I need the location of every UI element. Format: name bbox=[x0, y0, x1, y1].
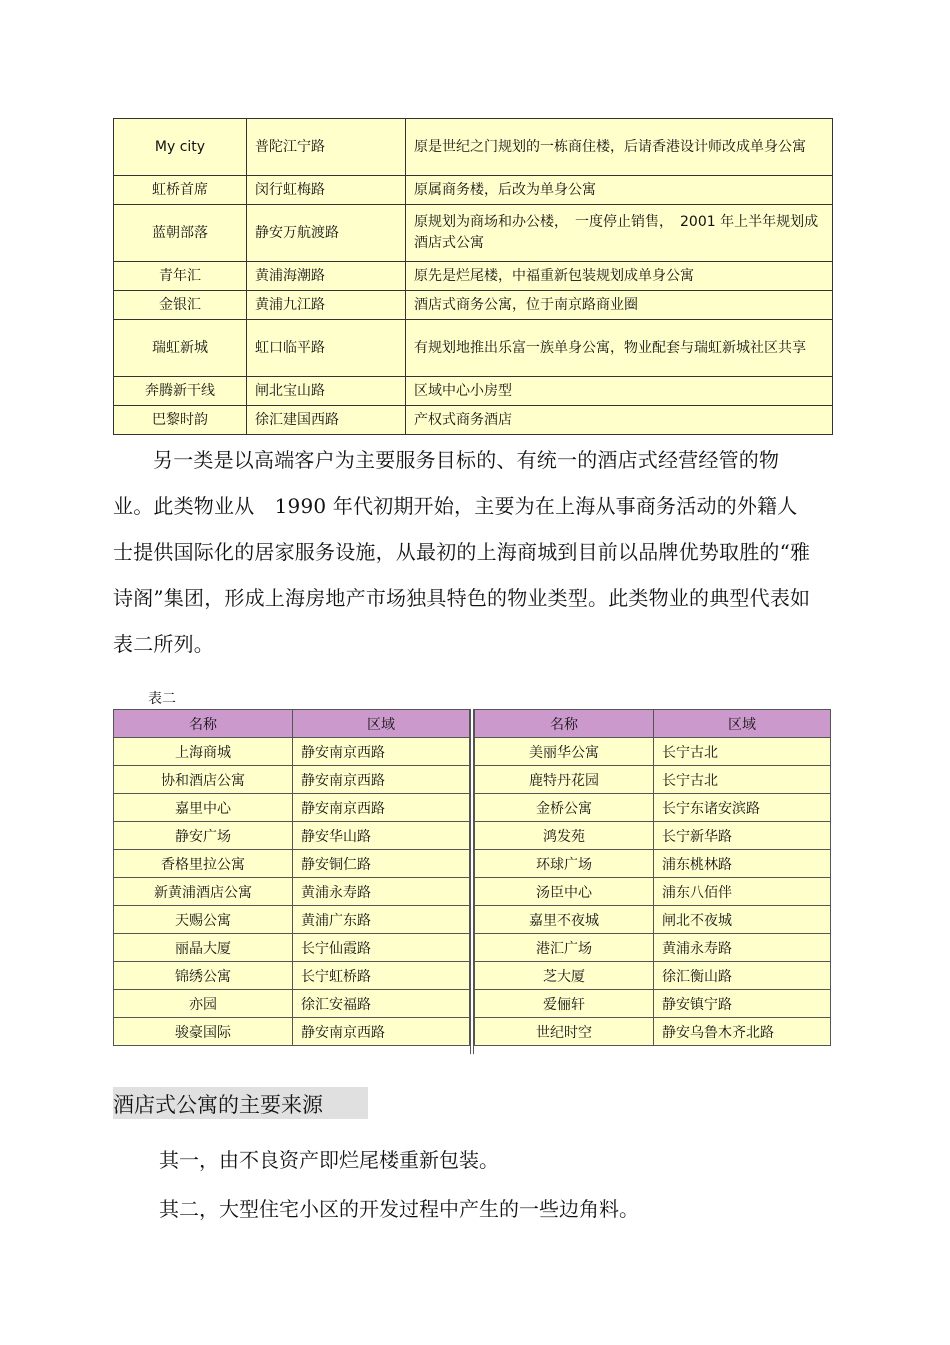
table-row bbox=[114, 377, 833, 406]
body-line-2: 其二，大型住宅小区的开发过程中产生的一些边角料。 bbox=[159, 1197, 639, 1221]
row-area: 闵行虹梅路 bbox=[247, 176, 406, 205]
cell-area: 黄浦广东路 bbox=[293, 906, 470, 934]
cell-area: 黄浦永寿路 bbox=[293, 878, 470, 906]
cell-name: 港汇广场 bbox=[475, 934, 654, 962]
table-row bbox=[114, 291, 833, 320]
table-row bbox=[475, 738, 831, 766]
cell-area: 静安华山路 bbox=[293, 822, 470, 850]
row-desc: 原是世纪之门规划的一栋商住楼，后请香港设计师改成单身公寓 bbox=[406, 119, 833, 176]
table-row bbox=[114, 878, 470, 906]
cell-area: 静安乌鲁木齐北路 bbox=[654, 1018, 831, 1046]
cell-area: 浦东桃林路 bbox=[654, 850, 831, 878]
table-row bbox=[475, 850, 831, 878]
row-name: 瑞虹新城 bbox=[114, 320, 247, 377]
table-row bbox=[475, 766, 831, 794]
row-area: 黄浦海潮路 bbox=[247, 262, 406, 291]
row-area: 黄浦九江路 bbox=[247, 291, 406, 320]
cell-area: 浦东八佰伴 bbox=[654, 878, 831, 906]
table-row bbox=[114, 1018, 470, 1046]
cell-name: 静安广场 bbox=[114, 822, 293, 850]
row-area: 虹口临平路 bbox=[247, 320, 406, 377]
cell-name: 丽晶大厦 bbox=[114, 934, 293, 962]
cell-name: 芝大厦 bbox=[475, 962, 654, 990]
cell-area: 长宁新华路 bbox=[654, 822, 831, 850]
row-desc: 原属商务楼，后改为单身公寓 bbox=[406, 176, 833, 205]
table-row bbox=[114, 119, 833, 176]
table-row bbox=[475, 878, 831, 906]
cell-area: 静安南京西路 bbox=[293, 766, 470, 794]
cell-name: 天赐公寓 bbox=[114, 906, 293, 934]
row-desc: 产权式商务酒店 bbox=[406, 406, 833, 435]
cell-area: 静安南京西路 bbox=[293, 738, 470, 766]
row-area: 闸北宝山路 bbox=[247, 377, 406, 406]
cell-name: 环球广场 bbox=[475, 850, 654, 878]
header-name: 名称 bbox=[114, 710, 293, 738]
row-name: 虹桥首席 bbox=[114, 176, 247, 205]
row-area: 普陀江宁路 bbox=[247, 119, 406, 176]
cell-area: 长宁虹桥路 bbox=[293, 962, 470, 990]
cell-area: 徐汇安福路 bbox=[293, 990, 470, 1018]
header-name: 名称 bbox=[475, 710, 654, 738]
table-row bbox=[114, 906, 470, 934]
table-row bbox=[114, 822, 470, 850]
row-name: 奔腾新干线 bbox=[114, 377, 247, 406]
header-area: 区域 bbox=[654, 710, 831, 738]
cell-area: 静安南京西路 bbox=[293, 794, 470, 822]
table-row bbox=[475, 934, 831, 962]
cell-area: 徐汇衡山路 bbox=[654, 962, 831, 990]
cell-name: 骏豪国际 bbox=[114, 1018, 293, 1046]
table-row bbox=[114, 176, 833, 205]
table-row bbox=[475, 962, 831, 990]
table-row bbox=[475, 990, 831, 1018]
table-row bbox=[475, 794, 831, 822]
cell-area: 黄浦永寿路 bbox=[654, 934, 831, 962]
cell-name: 锦绣公寓 bbox=[114, 962, 293, 990]
table-row bbox=[114, 934, 470, 962]
table-row bbox=[114, 205, 833, 262]
cell-name: 嘉里不夜城 bbox=[475, 906, 654, 934]
header-area: 区域 bbox=[293, 710, 470, 738]
row-desc: 区域中心小房型 bbox=[406, 377, 833, 406]
cell-name: 新黄浦酒店公寓 bbox=[114, 878, 293, 906]
section-heading: 酒店式公寓的主要来源 bbox=[113, 1087, 368, 1119]
table-row bbox=[475, 906, 831, 934]
row-desc: 有规划地推出乐富一族单身公寓，物业配套与瑞虹新城社区共享 bbox=[406, 320, 833, 377]
body-line-1: 其一，由不良资产即烂尾楼重新包装。 bbox=[159, 1148, 499, 1172]
table-2-left-half bbox=[113, 709, 470, 1046]
cell-area: 长宁东诸安滨路 bbox=[654, 794, 831, 822]
cell-name: 上海商城 bbox=[114, 738, 293, 766]
cell-name: 鹿特丹花园 bbox=[475, 766, 654, 794]
cell-name: 嘉里中心 bbox=[114, 794, 293, 822]
table-header-row bbox=[114, 710, 470, 738]
cell-name: 鸿发苑 bbox=[475, 822, 654, 850]
cell-name: 协和酒店公寓 bbox=[114, 766, 293, 794]
table-row bbox=[114, 738, 470, 766]
cell-area: 静安镇宁路 bbox=[654, 990, 831, 1018]
table-row bbox=[114, 990, 470, 1018]
cell-name: 香格里拉公寓 bbox=[114, 850, 293, 878]
table-row bbox=[114, 262, 833, 291]
row-name: 巴黎时韵 bbox=[114, 406, 247, 435]
row-name: 金银汇 bbox=[114, 291, 247, 320]
cell-name: 美丽华公寓 bbox=[475, 738, 654, 766]
table-row bbox=[475, 822, 831, 850]
row-desc: 酒店式商务公寓，位于南京路商业圈 bbox=[406, 291, 833, 320]
cell-area: 静安南京西路 bbox=[293, 1018, 470, 1046]
cell-area: 长宁古北 bbox=[654, 738, 831, 766]
row-name: My city bbox=[114, 119, 247, 176]
row-name: 青年汇 bbox=[114, 262, 247, 291]
table-row bbox=[114, 850, 470, 878]
row-desc: 原规划为商场和办公楼， 一度停止销售， 2001 年上半年规划成酒店式公寓 bbox=[406, 205, 833, 262]
cell-area: 长宁仙霞路 bbox=[293, 934, 470, 962]
cell-name: 世纪时空 bbox=[475, 1018, 654, 1046]
cell-area: 静安铜仁路 bbox=[293, 850, 470, 878]
row-area: 徐汇建国西路 bbox=[247, 406, 406, 435]
cell-name: 亦园 bbox=[114, 990, 293, 1018]
table-row bbox=[114, 320, 833, 377]
cell-area: 长宁古北 bbox=[654, 766, 831, 794]
row-name: 蓝朝部落 bbox=[114, 205, 247, 262]
row-area: 静安万航渡路 bbox=[247, 205, 406, 262]
apartment-table-1 bbox=[113, 118, 833, 435]
table-row bbox=[114, 766, 470, 794]
table-row bbox=[475, 1018, 831, 1046]
table-header-row bbox=[475, 710, 831, 738]
table-row bbox=[114, 406, 833, 435]
cell-name: 金桥公寓 bbox=[475, 794, 654, 822]
apartment-table-2 bbox=[113, 709, 833, 1054]
body-paragraph: 另一类是以高端客户为主要服务目标的、有统一的酒店式经营经管的物业。此类物业从 1990 年代初期开始，主要为在上海从事商务活动的外籍人士提供国际化的居家服务设施，从最初的上海商城到目前以品牌优势取胜的“雅诗阁”集团，形成上海房地产市场独具特色的物业类型。此类物业的典型代表如表二所列。 bbox=[113, 448, 811, 656]
table-row bbox=[114, 794, 470, 822]
cell-name: 汤臣中心 bbox=[475, 878, 654, 906]
cell-name: 爱俪轩 bbox=[475, 990, 654, 1018]
cell-area: 闸北不夜城 bbox=[654, 906, 831, 934]
table-2-right-half bbox=[474, 709, 831, 1046]
row-desc: 原先是烂尾楼，中福重新包装规划成单身公寓 bbox=[406, 262, 833, 291]
table-caption: 表二 bbox=[148, 691, 176, 707]
table-row bbox=[114, 962, 470, 990]
